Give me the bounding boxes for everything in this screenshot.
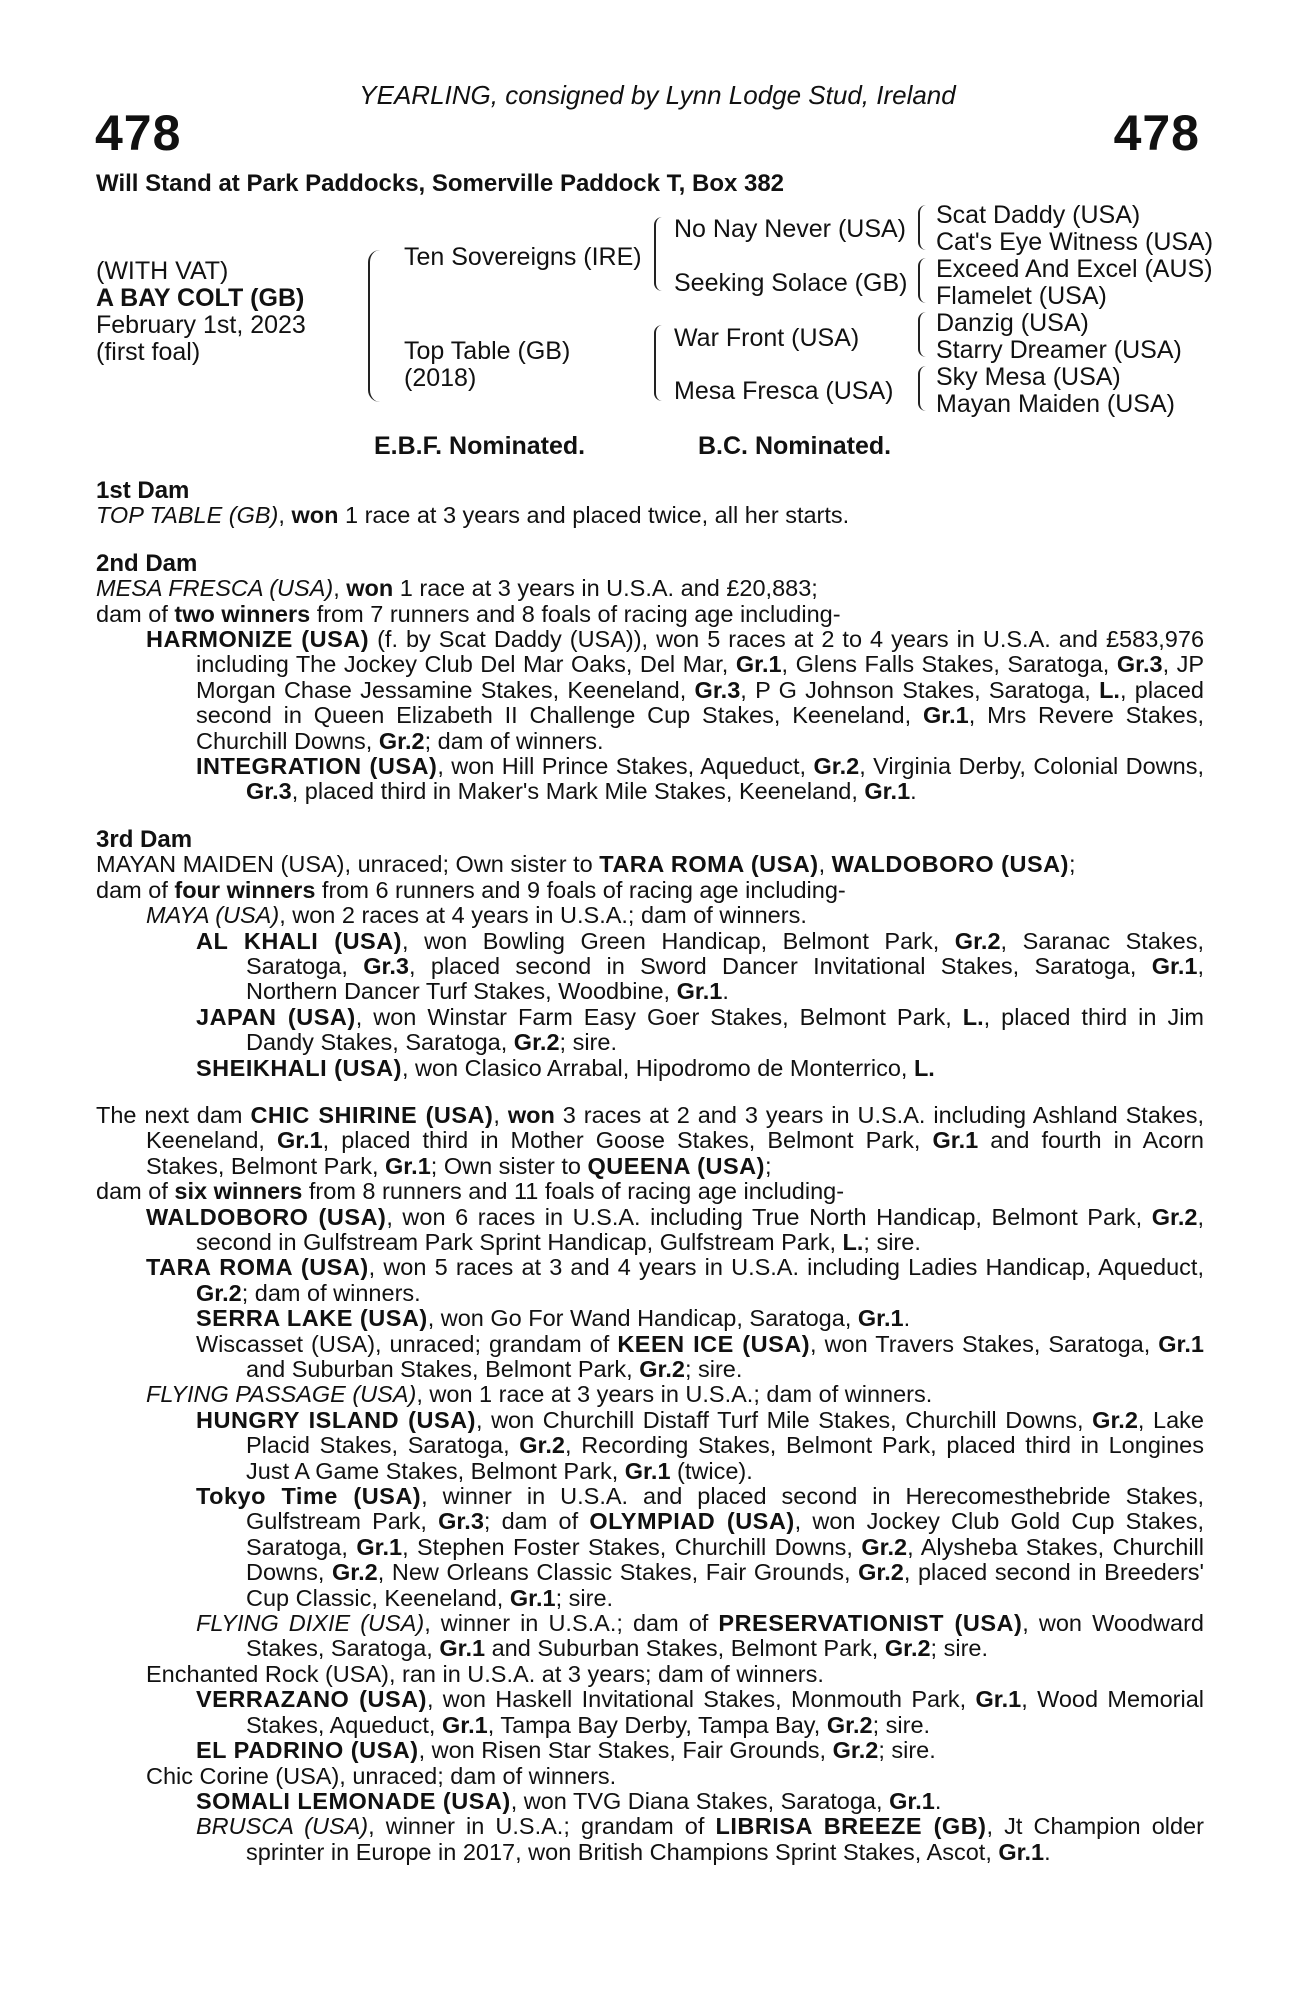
produce-al-khali: AL KHALI (USA), won Bowling Green Handicap, Belmont Park, Gr.2, Saranac Stakes, Saratoga, Gr.3, placed second in Sword Dancer Invitational Stakes, Saratoga, Gr.1, Northern Dancer Turf Stakes, Woodbine, Gr.1.: [196, 927, 1205, 1005]
produce-japan: JAPAN (USA), won Winstar Farm Easy Goer Stakes, Belmont Park, L., placed third in Jim Dandy Stakes, Saratoga, Gr.2; sire.: [196, 1003, 1204, 1056]
sire-sire: No Nay Never (USA): [674, 215, 906, 243]
produce-chic-corine: Chic Corine (USA), unraced; dam of winners.: [146, 1762, 617, 1789]
ebf-nomination: E.B.F. Nominated.: [374, 432, 586, 460]
next-dam-produce-summary: dam of six winners from 8 runners and 11 foals of racing age including-: [96, 1178, 845, 1205]
pedigree-brace: [368, 250, 388, 402]
produce-harmonize: HARMONIZE (USA) (f. by Scat Daddy (USA)), won 5 races at 2 to 4 years in U.S.A. and £583,976 including The Jockey Club Del Mar Oaks, Del Mar, Gr.1, Glens Falls Stakes, Saratoga, Gr.3, JP Morgan Chase Jessamine Stakes, Keeneland, Gr.3, P G Johnson Stakes, Saratoga, L., placed second in Queen Elizabeth II Challenge Cup Stakes, Keeneland, Gr.1, Mrs Revere Stakes, Churchill Downs, Gr.2; dam of winners.: [146, 626, 1205, 754]
produce-maya: MAYA (USA), won 2 races at 4 years in U.S.A.; dam of winners.: [146, 902, 807, 929]
gen3-3: Exceed And Excel (AUS): [936, 255, 1213, 283]
produce-tokyo-time: Tokyo Time (USA), winner in U.S.A. and placed second in Herecomesthebride Stakes, Gulfstream Park, Gr.3; dam of OLYMPIAD (USA), won Jockey Club Gold Cup Stakes, Saratoga, Gr.1, Stephen Foster Stakes, Churchill Downs, Gr.2, Alysheba Stakes, Churchill Downs, Gr.2, New Orleans Classic Stakes, Fair Grounds, Gr.2, placed second in Breeders' Cup Classic, Keeneland, Gr.1; sire.: [196, 1483, 1205, 1611]
sire-name: Ten Sovereigns (IRE): [404, 243, 642, 271]
gen3-5: Danzig (USA): [936, 309, 1089, 337]
gen3-6: Starry Dreamer (USA): [936, 336, 1182, 364]
sire-dam: Seeking Solace (GB): [674, 269, 908, 297]
brace-gen3-d: [918, 366, 930, 411]
produce-verrazano: VERRAZANO (USA), won Haskell Invitational Stakes, Monmouth Park, Gr.1, Wood Memorial Stakes, Aqueduct, Gr.1, Tampa Bay Derby, Tampa Bay, Gr.2; sire.: [196, 1686, 1205, 1738]
produce-flying-dixie: FLYING DIXIE (USA), winner in U.S.A.; dam of PRESERVATIONIST (USA), won Woodward Stakes, Saratoga, Gr.1 and Suburban Stakes, Belmont Park, Gr.2; sire.: [196, 1610, 1204, 1662]
first-dam-text: TOP TABLE (GB), won 1 race at 3 years and placed twice, all her starts.: [96, 502, 850, 529]
brace-gen3-c: [918, 312, 930, 357]
produce-flying-passage: FLYING PASSAGE (USA), won 1 race at 3 years in U.S.A.; dam of winners.: [146, 1381, 933, 1408]
dam-brace: [654, 325, 666, 401]
produce-wiscasset: Wiscasset (USA), unraced; grandam of KEEN ICE (USA), won Travers Stakes, Saratoga, Gr.1 and Suburban Stakes, Belmont Park, Gr.2; sire.: [196, 1330, 1204, 1382]
gen3-2: Cat's Eye Witness (USA): [936, 228, 1214, 256]
gen3-1: Scat Daddy (USA): [936, 201, 1141, 229]
third-dam-text: MAYAN MAIDEN (USA), unraced; Own sister to TARA ROMA (USA), WALDOBORO (USA); dam of four winners from 6 runners and 9 foals of racing age including-: [96, 851, 1076, 903]
lot-number-right: 478: [1113, 105, 1200, 161]
bc-nomination: B.C. Nominated.: [698, 432, 892, 460]
second-dam-text: MESA FRESCA (USA), won 1 race at 3 years in U.S.A. and £20,883; dam of two winners from 7 runners and 8 foals of racing age including-: [96, 575, 841, 627]
dam-dam: Mesa Fresca (USA): [674, 377, 894, 405]
produce-hungry-island: HUNGRY ISLAND (USA), won Churchill Distaff Turf Mile Stakes, Churchill Downs, Gr.2, Lake Placid Stakes, Saratoga, Gr.2, Recording Stakes, Belmont Park, placed third in Longines Just A Game Stakes, Belmont Park, Gr.1 (twice).: [196, 1406, 1204, 1484]
produce-el-padrino: EL PADRINO (USA), won Risen Star Stakes, Fair Grounds, Gr.2; sire.: [196, 1737, 936, 1764]
stand-location: Will Stand at Park Paddocks, Somerville Paddock T, Box 382: [96, 170, 785, 197]
third-dam-heading: 3rd Dam: [96, 825, 193, 853]
produce-serra-lake: SERRA LAKE (USA), won Go For Wand Handicap, Saratoga, Gr.1.: [196, 1305, 911, 1332]
sire-brace: [654, 217, 666, 291]
vat-note: (WITH VAT): [96, 257, 229, 285]
produce-brusca: BRUSCA (USA), winner in U.S.A.; grandam of LIBRISA BREEZE (GB), Jt Champion older sprinter in Europe in 2017, won British Champions Sprint Stakes, Ascot, Gr.1.: [196, 1813, 1204, 1865]
produce-enchanted-rock: Enchanted Rock (USA), ran in U.S.A. at 3 years; dam of winners.: [146, 1660, 824, 1687]
dam-name: Top Table (GB): [404, 337, 571, 365]
next-dam-text: The next dam CHIC SHIRINE (USA), won 3 races at 2 and 3 years in U.S.A. including Ashland Stakes, Keeneland, Gr.1, placed third in Mother Goose Stakes, Belmont Park, Gr.1 and fourth in Acorn Stakes, Belmont Park, Gr.1; Own sister to QUEENA (USA);: [96, 1101, 1204, 1179]
horse-foal-note: (first foal): [96, 338, 201, 366]
produce-tara-roma: TARA ROMA (USA), won 5 races at 3 and 4 years in U.S.A. including Ladies Handicap, Aqueduct, Gr.2; dam of winners.: [146, 1254, 1204, 1306]
brace-gen3-a: [918, 205, 930, 250]
catalogue-body: [96, 478, 1204, 1865]
dam-year: (2018): [404, 364, 477, 392]
consignor-header: YEARLING, consigned by Lynn Lodge Stud, Ireland: [359, 80, 956, 110]
produce-waldoboro: WALDOBORO (USA), won 6 races in U.S.A. including True North Handicap, Belmont Park, Gr.2, second in Gulfstream Park Sprint Handicap, Gulfstream Park, L.; sire.: [146, 1203, 1204, 1255]
produce-integration: INTEGRATION (USA), won Hill Prince Stakes, Aqueduct, Gr.2, Virginia Derby, Colonial Downs, Gr.3, placed third in Maker's Mark Mile Stakes, Keeneland, Gr.1.: [196, 753, 1204, 805]
horse-dob: February 1st, 2023: [96, 311, 306, 339]
produce-sheikhali: SHEIKHALI (USA), won Clasico Arrabal, Hipodromo de Monterrico, L.: [196, 1054, 935, 1081]
horse-name: A BAY COLT (GB): [96, 284, 305, 312]
lot-number-left: 478: [95, 105, 182, 161]
first-dam-heading: 1st Dam: [96, 477, 190, 504]
gen3-8: Mayan Maiden (USA): [936, 390, 1175, 418]
gen3-4: Flamelet (USA): [936, 282, 1107, 310]
second-dam-heading: 2nd Dam: [96, 549, 198, 577]
produce-somali-lemonade: SOMALI LEMONADE (USA), won TVG Diana Stakes, Saratoga, Gr.1.: [196, 1787, 942, 1814]
brace-gen3-b: [918, 258, 930, 303]
dam-sire: War Front (USA): [674, 324, 860, 352]
gen3-7: Sky Mesa (USA): [936, 363, 1121, 391]
